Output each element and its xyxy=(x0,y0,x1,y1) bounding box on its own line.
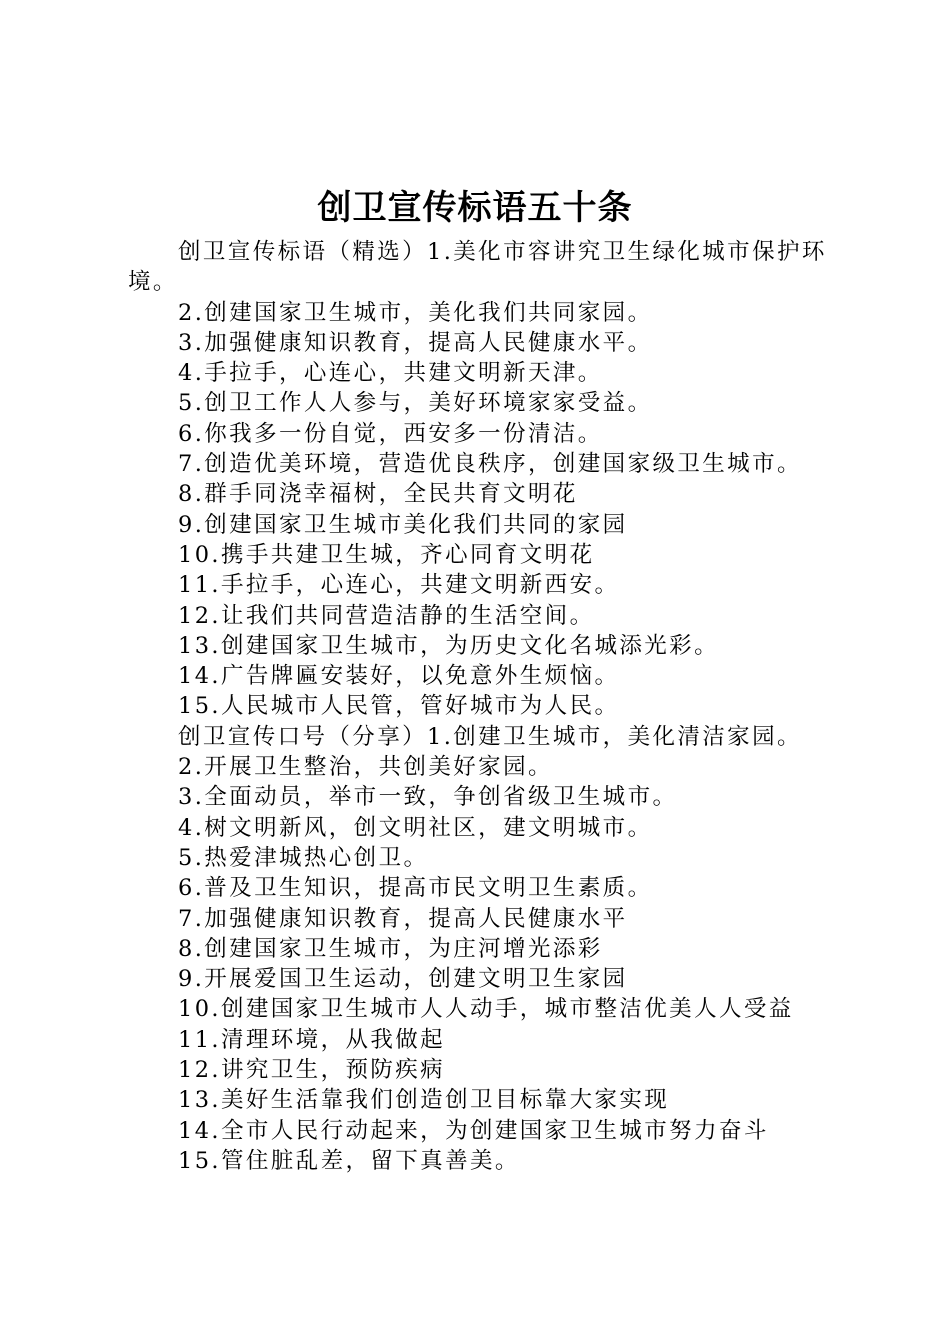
document-body xyxy=(128,237,840,1176)
paragraph-line: 4.树文明新风，创文明社区，建文明城市。 xyxy=(178,814,653,841)
paragraph-line: 创卫宣传口号（分享）1.创建卫生城市，美化清洁家园。 xyxy=(178,723,802,750)
paragraph-line: 3.加强健康知识教育，提高人民健康水平。 xyxy=(178,329,653,356)
paragraph-line: 15.管住脏乱差，留下真善美。 xyxy=(178,1147,520,1174)
paragraph-line: 10.携手共建卫生城，齐心同育文明花 xyxy=(178,541,595,568)
paragraph-line: 9.创建国家卫生城市美化我们共同的家园 xyxy=(178,511,628,538)
paragraph-line: 14.广告牌匾安装好，以免意外生烦恼。 xyxy=(178,663,620,690)
paragraph-line: 7.加强健康知识教育，提高人民健康水平 xyxy=(178,905,628,932)
paragraph-line: 8.群手同浇幸福树，全民共育文明花 xyxy=(178,481,578,508)
paragraph-line: 14.全市人民行动起来，为创建国家卫生城市努力奋斗 xyxy=(178,1117,769,1144)
paragraph-line: 11.手拉手，心连心，共建文明新西安。 xyxy=(178,572,620,599)
paragraph-line: 10.创建国家卫生城市人人动手，城市整洁优美人人受益 xyxy=(178,996,794,1023)
paragraph-line: 6.你我多一份自觉，西安多一份清洁。 xyxy=(178,420,603,447)
paragraph-line: 8.创建国家卫生城市，为庄河增光添彩 xyxy=(178,935,603,962)
paragraph-line: 创卫宣传标语（精选）1.美化市容讲究卫生绿化城市保护环境。 xyxy=(128,239,827,296)
paragraph-line: 5.创卫工作人人参与，美好环境家家受益。 xyxy=(178,390,653,417)
paragraph-line: 5.热爱津城热心创卫。 xyxy=(178,844,429,871)
paragraph-line: 12.让我们共同营造洁静的生活空间。 xyxy=(178,602,595,629)
paragraph-line: 15.人民城市人民管，管好城市为人民。 xyxy=(178,693,620,720)
document-title: 创卫宣传标语五十条 xyxy=(317,188,633,228)
paragraph-line: 3.全面动员，举市一致，争创省级卫生城市。 xyxy=(178,784,678,811)
paragraph-line: 2.创建国家卫生城市，美化我们共同家园。 xyxy=(178,299,653,326)
paragraph-line: 12.讲究卫生，预防疾病 xyxy=(178,1057,446,1084)
paragraph-line: 4.手拉手，心连心，共建文明新天津。 xyxy=(178,360,603,387)
paragraph-line: 6.普及卫生知识，提高市民文明卫生素质。 xyxy=(178,875,653,902)
paragraph-line: 2.开展卫生整治，共创美好家园。 xyxy=(178,754,553,781)
paragraph-line: 13.创建国家卫生城市，为历史文化名城添光彩。 xyxy=(178,632,719,659)
paragraph-line: 11.清理环境，从我做起 xyxy=(178,1026,446,1053)
paragraph-line: 13.美好生活靠我们创造创卫目标靠大家实现 xyxy=(178,1087,670,1114)
paragraph-line: 9.开展爱国卫生运动，创建文明卫生家园 xyxy=(178,966,628,993)
paragraph-line: 7.创造优美环境，营造优良秩序，创建国家级卫生城市。 xyxy=(178,451,802,478)
